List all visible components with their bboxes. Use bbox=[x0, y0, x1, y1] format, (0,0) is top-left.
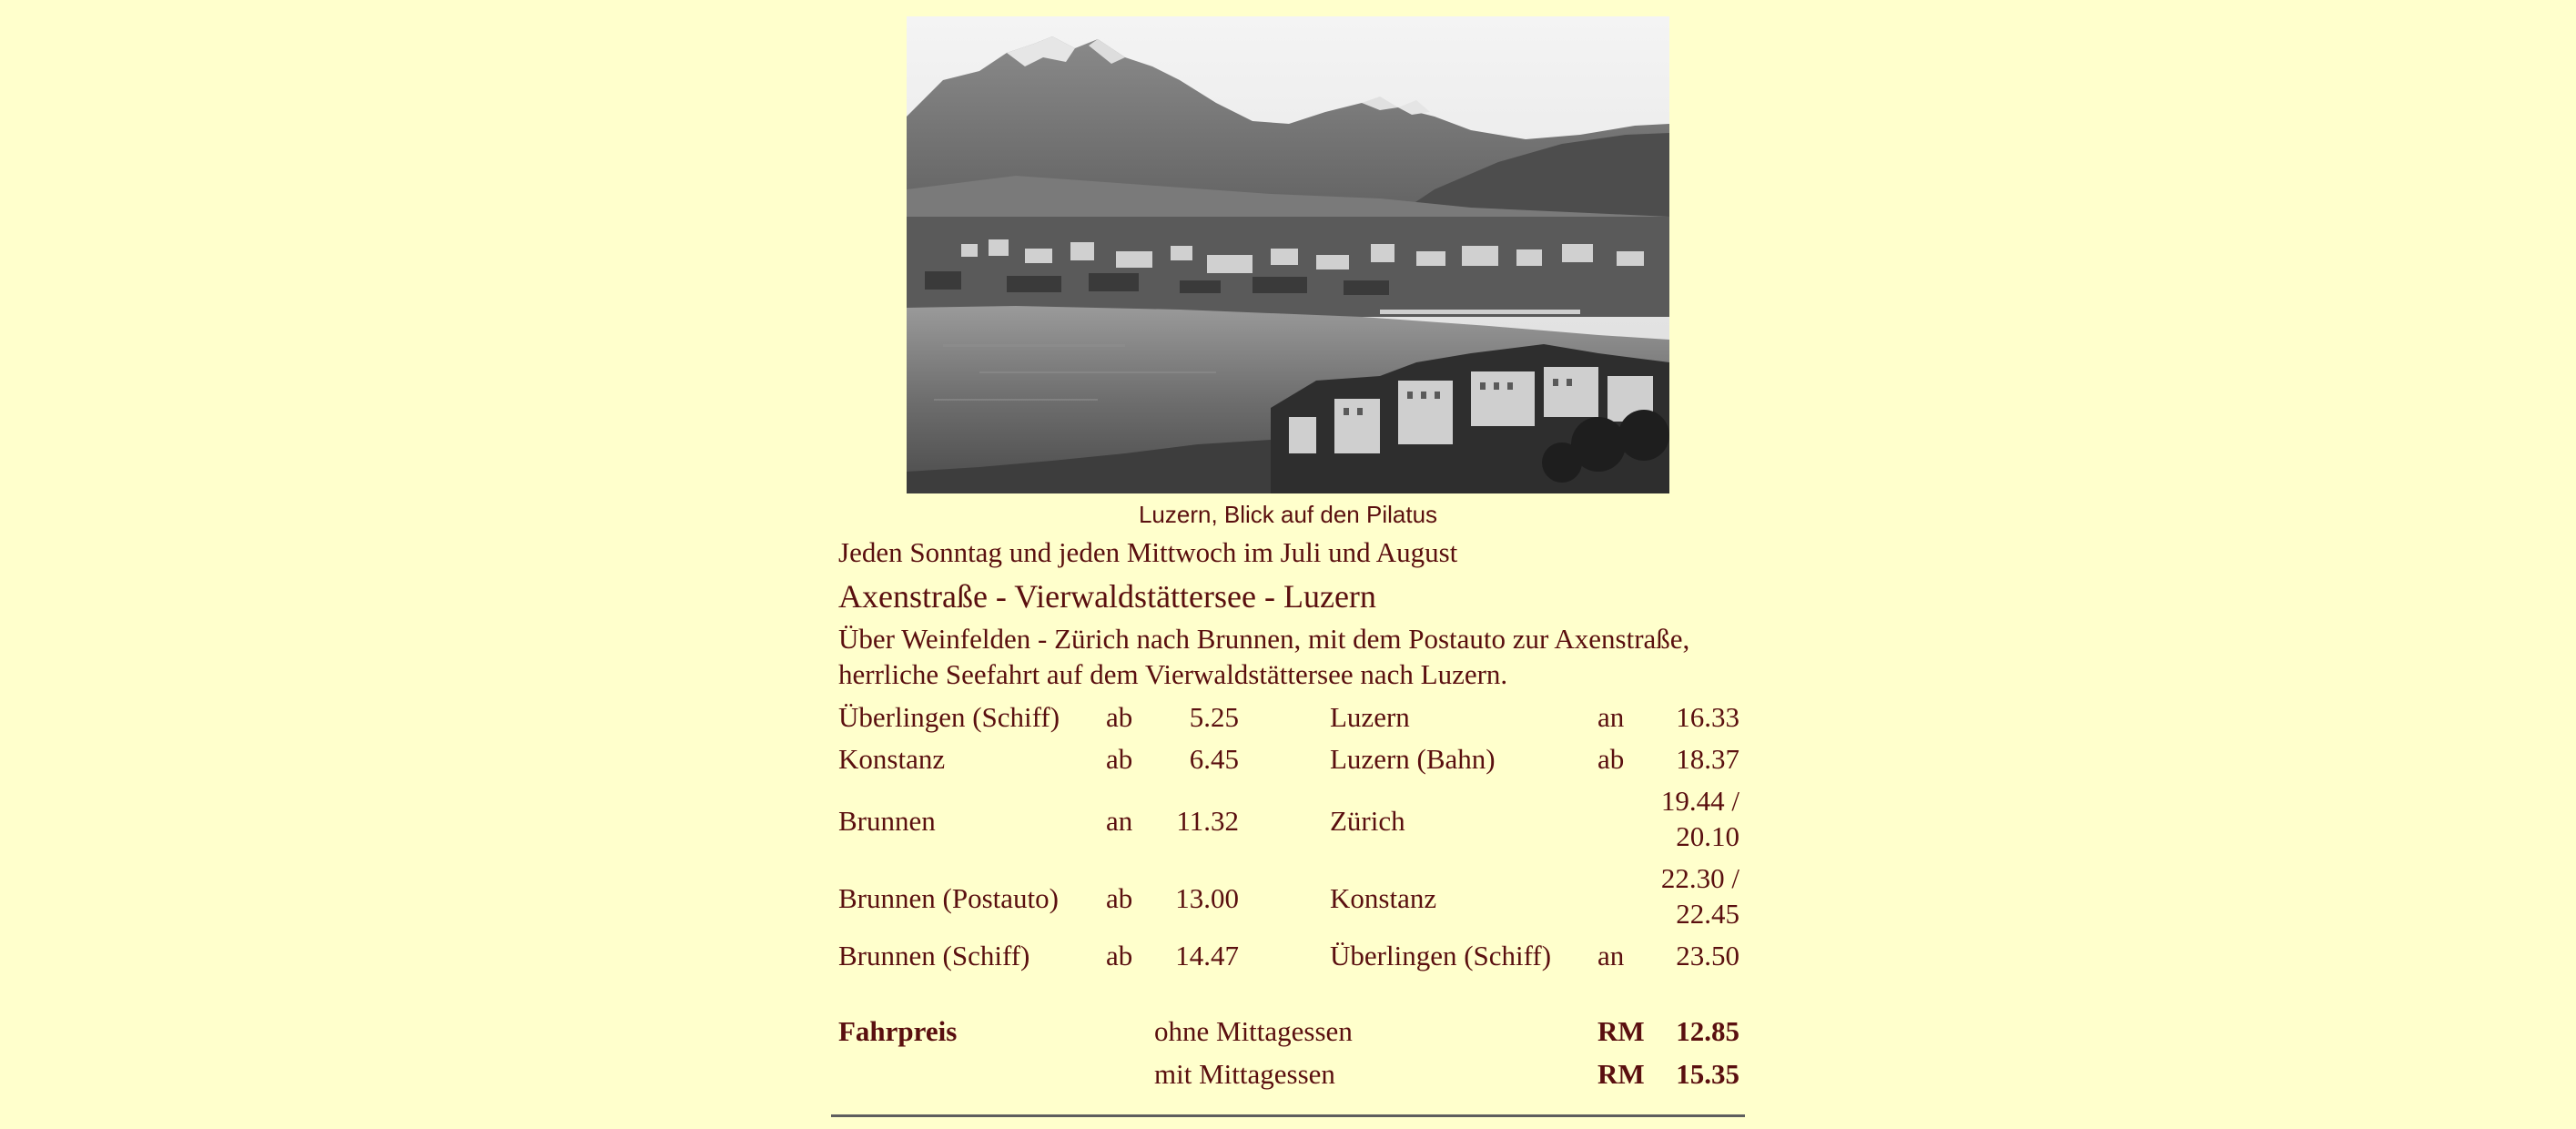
timetable-row bbox=[838, 699, 1739, 741]
fare-table bbox=[838, 1013, 1739, 1099]
fare-row bbox=[838, 1013, 1739, 1056]
fare-amount: 15.35 bbox=[1676, 1058, 1739, 1090]
fare-label: Fahrpreis bbox=[838, 1015, 958, 1047]
return-station: Konstanz bbox=[1330, 882, 1437, 914]
outbound-time: 14.47 bbox=[1175, 940, 1239, 971]
fare-row bbox=[838, 1056, 1739, 1099]
return-station: Luzern (Bahn) bbox=[1330, 743, 1496, 775]
outbound-station: Brunnen (Postauto) bbox=[838, 882, 1059, 914]
outbound-station: Überlingen (Schiff) bbox=[838, 701, 1060, 733]
return-time: 18.37 bbox=[1676, 743, 1739, 775]
route-title: Axenstraße - Vierwaldstättersee - Luzern bbox=[838, 578, 1376, 615]
lucerne-photo-image bbox=[907, 16, 1669, 493]
outbound-type: ab bbox=[1106, 940, 1133, 971]
outbound-type: an bbox=[1106, 805, 1133, 837]
return-type: an bbox=[1597, 701, 1625, 733]
outbound-station: Brunnen (Schiff) bbox=[838, 940, 1030, 971]
fare-description: mit Mittagessen bbox=[1154, 1058, 1335, 1090]
fare-currency: RM bbox=[1597, 1015, 1645, 1047]
route-description: Über Weinfelden - Zürich nach Brunnen, mit dem Postauto zur Axenstraße, herrliche Seefahrt auf dem Vierwaldstättersee nach Luzern. bbox=[838, 623, 1690, 690]
outbound-time: 13.00 bbox=[1175, 882, 1239, 914]
outbound-time: 5.25 bbox=[1189, 701, 1239, 733]
lucerne-photo bbox=[907, 16, 1669, 493]
outbound-station: Konstanz bbox=[838, 743, 946, 775]
outbound-type: ab bbox=[1106, 701, 1133, 733]
timetable bbox=[838, 699, 1739, 980]
return-time: 19.44 / 20.10 bbox=[1660, 785, 1739, 852]
outbound-type: ab bbox=[1106, 743, 1133, 775]
return-type: an bbox=[1597, 940, 1625, 971]
timetable-row bbox=[838, 860, 1739, 938]
return-station: Luzern bbox=[1330, 701, 1410, 733]
fare-amount: 12.85 bbox=[1676, 1015, 1739, 1047]
timetable-row bbox=[838, 783, 1739, 860]
timetable-row bbox=[838, 741, 1739, 783]
timetable-row bbox=[838, 938, 1739, 980]
return-time: 16.33 bbox=[1676, 701, 1739, 733]
photo-caption: Luzern, Blick auf den Pilatus bbox=[1138, 501, 1438, 528]
outbound-time: 6.45 bbox=[1189, 743, 1239, 775]
horizontal-rule bbox=[831, 1114, 1745, 1117]
outbound-type: ab bbox=[1106, 882, 1133, 914]
return-station: Zürich bbox=[1330, 805, 1405, 837]
outbound-time: 11.32 bbox=[1176, 805, 1239, 837]
outbound-station: Brunnen bbox=[838, 805, 936, 837]
return-time: 23.50 bbox=[1676, 940, 1739, 971]
return-station: Überlingen (Schiff) bbox=[1330, 940, 1552, 971]
return-time: 22.30 / 22.45 bbox=[1660, 862, 1739, 930]
return-type: ab bbox=[1597, 743, 1625, 775]
schedule-note: Jeden Sonntag und jeden Mittwoch im Juli und August bbox=[838, 536, 1458, 568]
fare-description: ohne Mittagessen bbox=[1154, 1015, 1353, 1047]
fare-currency: RM bbox=[1597, 1058, 1645, 1090]
